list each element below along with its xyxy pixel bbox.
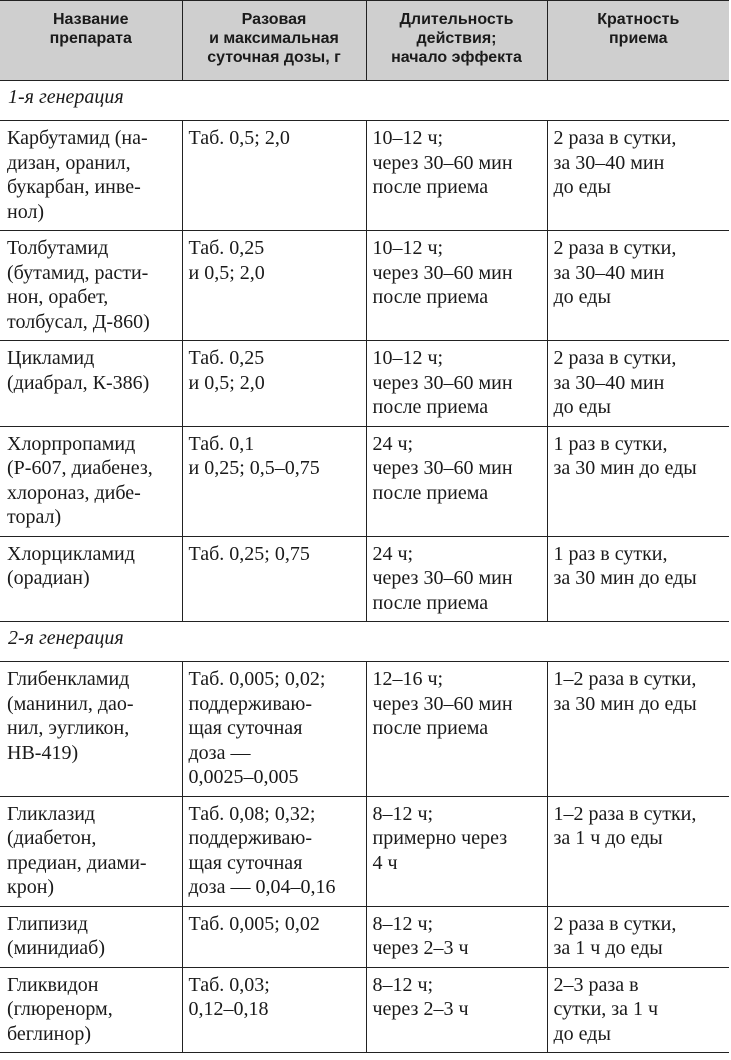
drug-name-cell: Гликлазид (диабетон, предиан, диами- крон) xyxy=(0,796,182,906)
dose-cell: Таб. 0,03; 0,12–0,18 xyxy=(182,967,366,1053)
header-row xyxy=(0,1,729,81)
drug-name-cell: Цикламид (диабрал, К-386) xyxy=(0,341,182,427)
dose-cell: Таб. 0,25; 0,75 xyxy=(182,536,366,622)
drug-name-cell: Гликвидон (глюренорм, беглинор) xyxy=(0,967,182,1053)
table-row xyxy=(0,231,729,341)
duration-cell: 10–12 ч; через 30–60 мин после приема xyxy=(366,121,547,231)
duration-cell: 8–12 ч; через 2–3 ч xyxy=(366,906,547,967)
dose-cell: Таб. 0,005; 0,02 xyxy=(182,906,366,967)
frequency-cell: 2 раза в сутки, за 30–40 мин до еды xyxy=(547,231,729,341)
generation-row xyxy=(0,81,729,121)
table-row xyxy=(0,796,729,906)
frequency-cell: 2–3 раза в сутки, за 1 ч до еды xyxy=(547,967,729,1053)
duration-cell: 12–16 ч; через 30–60 мин после приема xyxy=(366,662,547,797)
drug-name-cell: Глипизид (минидиаб) xyxy=(0,906,182,967)
duration-cell: 10–12 ч; через 30–60 мин после приема xyxy=(366,341,547,427)
frequency-cell: 1 раз в сутки, за 30 мин до еды xyxy=(547,536,729,622)
header-dose: Разовая и максимальная суточная дозы, г xyxy=(182,1,366,81)
dose-cell: Таб. 0,5; 2,0 xyxy=(182,121,366,231)
frequency-cell: 2 раза в сутки, за 30–40 мин до еды xyxy=(547,121,729,231)
duration-cell: 24 ч; через 30–60 мин после приема xyxy=(366,536,547,622)
header-name: Название препарата xyxy=(0,1,182,81)
frequency-cell: 2 раза в сутки, за 30–40 мин до еды xyxy=(547,341,729,427)
table-row xyxy=(0,121,729,231)
duration-cell: 8–12 ч; через 2–3 ч xyxy=(366,967,547,1053)
drug-name-cell: Хлорцикламид (орадиан) xyxy=(0,536,182,622)
dose-cell: Таб. 0,25 и 0,5; 2,0 xyxy=(182,231,366,341)
drug-name-cell: Толбутамид (бутамид, расти- нон, орабет, толбусал, Д-860) xyxy=(0,231,182,341)
duration-cell: 24 ч; через 30–60 мин после приема xyxy=(366,426,547,536)
table-body xyxy=(0,81,729,1053)
table-row xyxy=(0,426,729,536)
frequency-cell: 1 раз в сутки, за 30 мин до еды xyxy=(547,426,729,536)
frequency-cell: 1–2 раза в сутки, за 30 мин до еды xyxy=(547,662,729,797)
table-row xyxy=(0,662,729,797)
drug-name-cell: Глибенкламид (манинил, дао- нил, эугликон, НВ-419) xyxy=(0,662,182,797)
header-frequency: Кратность приема xyxy=(547,1,729,81)
dose-cell: Таб. 0,25 и 0,5; 2,0 xyxy=(182,341,366,427)
dose-cell: Таб. 0,005; 0,02; поддерживаю- щая суточная доза — 0,0025–0,005 xyxy=(182,662,366,797)
frequency-cell: 2 раза в сутки, за 1 ч до еды xyxy=(547,906,729,967)
table-row xyxy=(0,906,729,967)
generation-title: 2-я генерация xyxy=(0,622,729,662)
drug-name-cell: Хлорпропамид (Р-607, диабенез, хлороназ, дибе- торал) xyxy=(0,426,182,536)
drug-name-cell: Карбутамид (на- дизан, оранил, букарбан, инве- нол) xyxy=(0,121,182,231)
duration-cell: 8–12 ч; примерно через 4 ч xyxy=(366,796,547,906)
header-duration: Длительность действия; начало эффекта xyxy=(366,1,547,81)
dose-cell: Таб. 0,1 и 0,25; 0,5–0,75 xyxy=(182,426,366,536)
generation-row xyxy=(0,622,729,662)
table-row xyxy=(0,967,729,1053)
frequency-cell: 1–2 раза в сутки, за 1 ч до еды xyxy=(547,796,729,906)
table-row xyxy=(0,341,729,427)
generation-title: 1-я генерация xyxy=(0,81,729,121)
duration-cell: 10–12 ч; через 30–60 мин после приема xyxy=(366,231,547,341)
table-row xyxy=(0,536,729,622)
dose-cell: Таб. 0,08; 0,32; поддерживаю- щая суточная доза — 0,04–0,16 xyxy=(182,796,366,906)
